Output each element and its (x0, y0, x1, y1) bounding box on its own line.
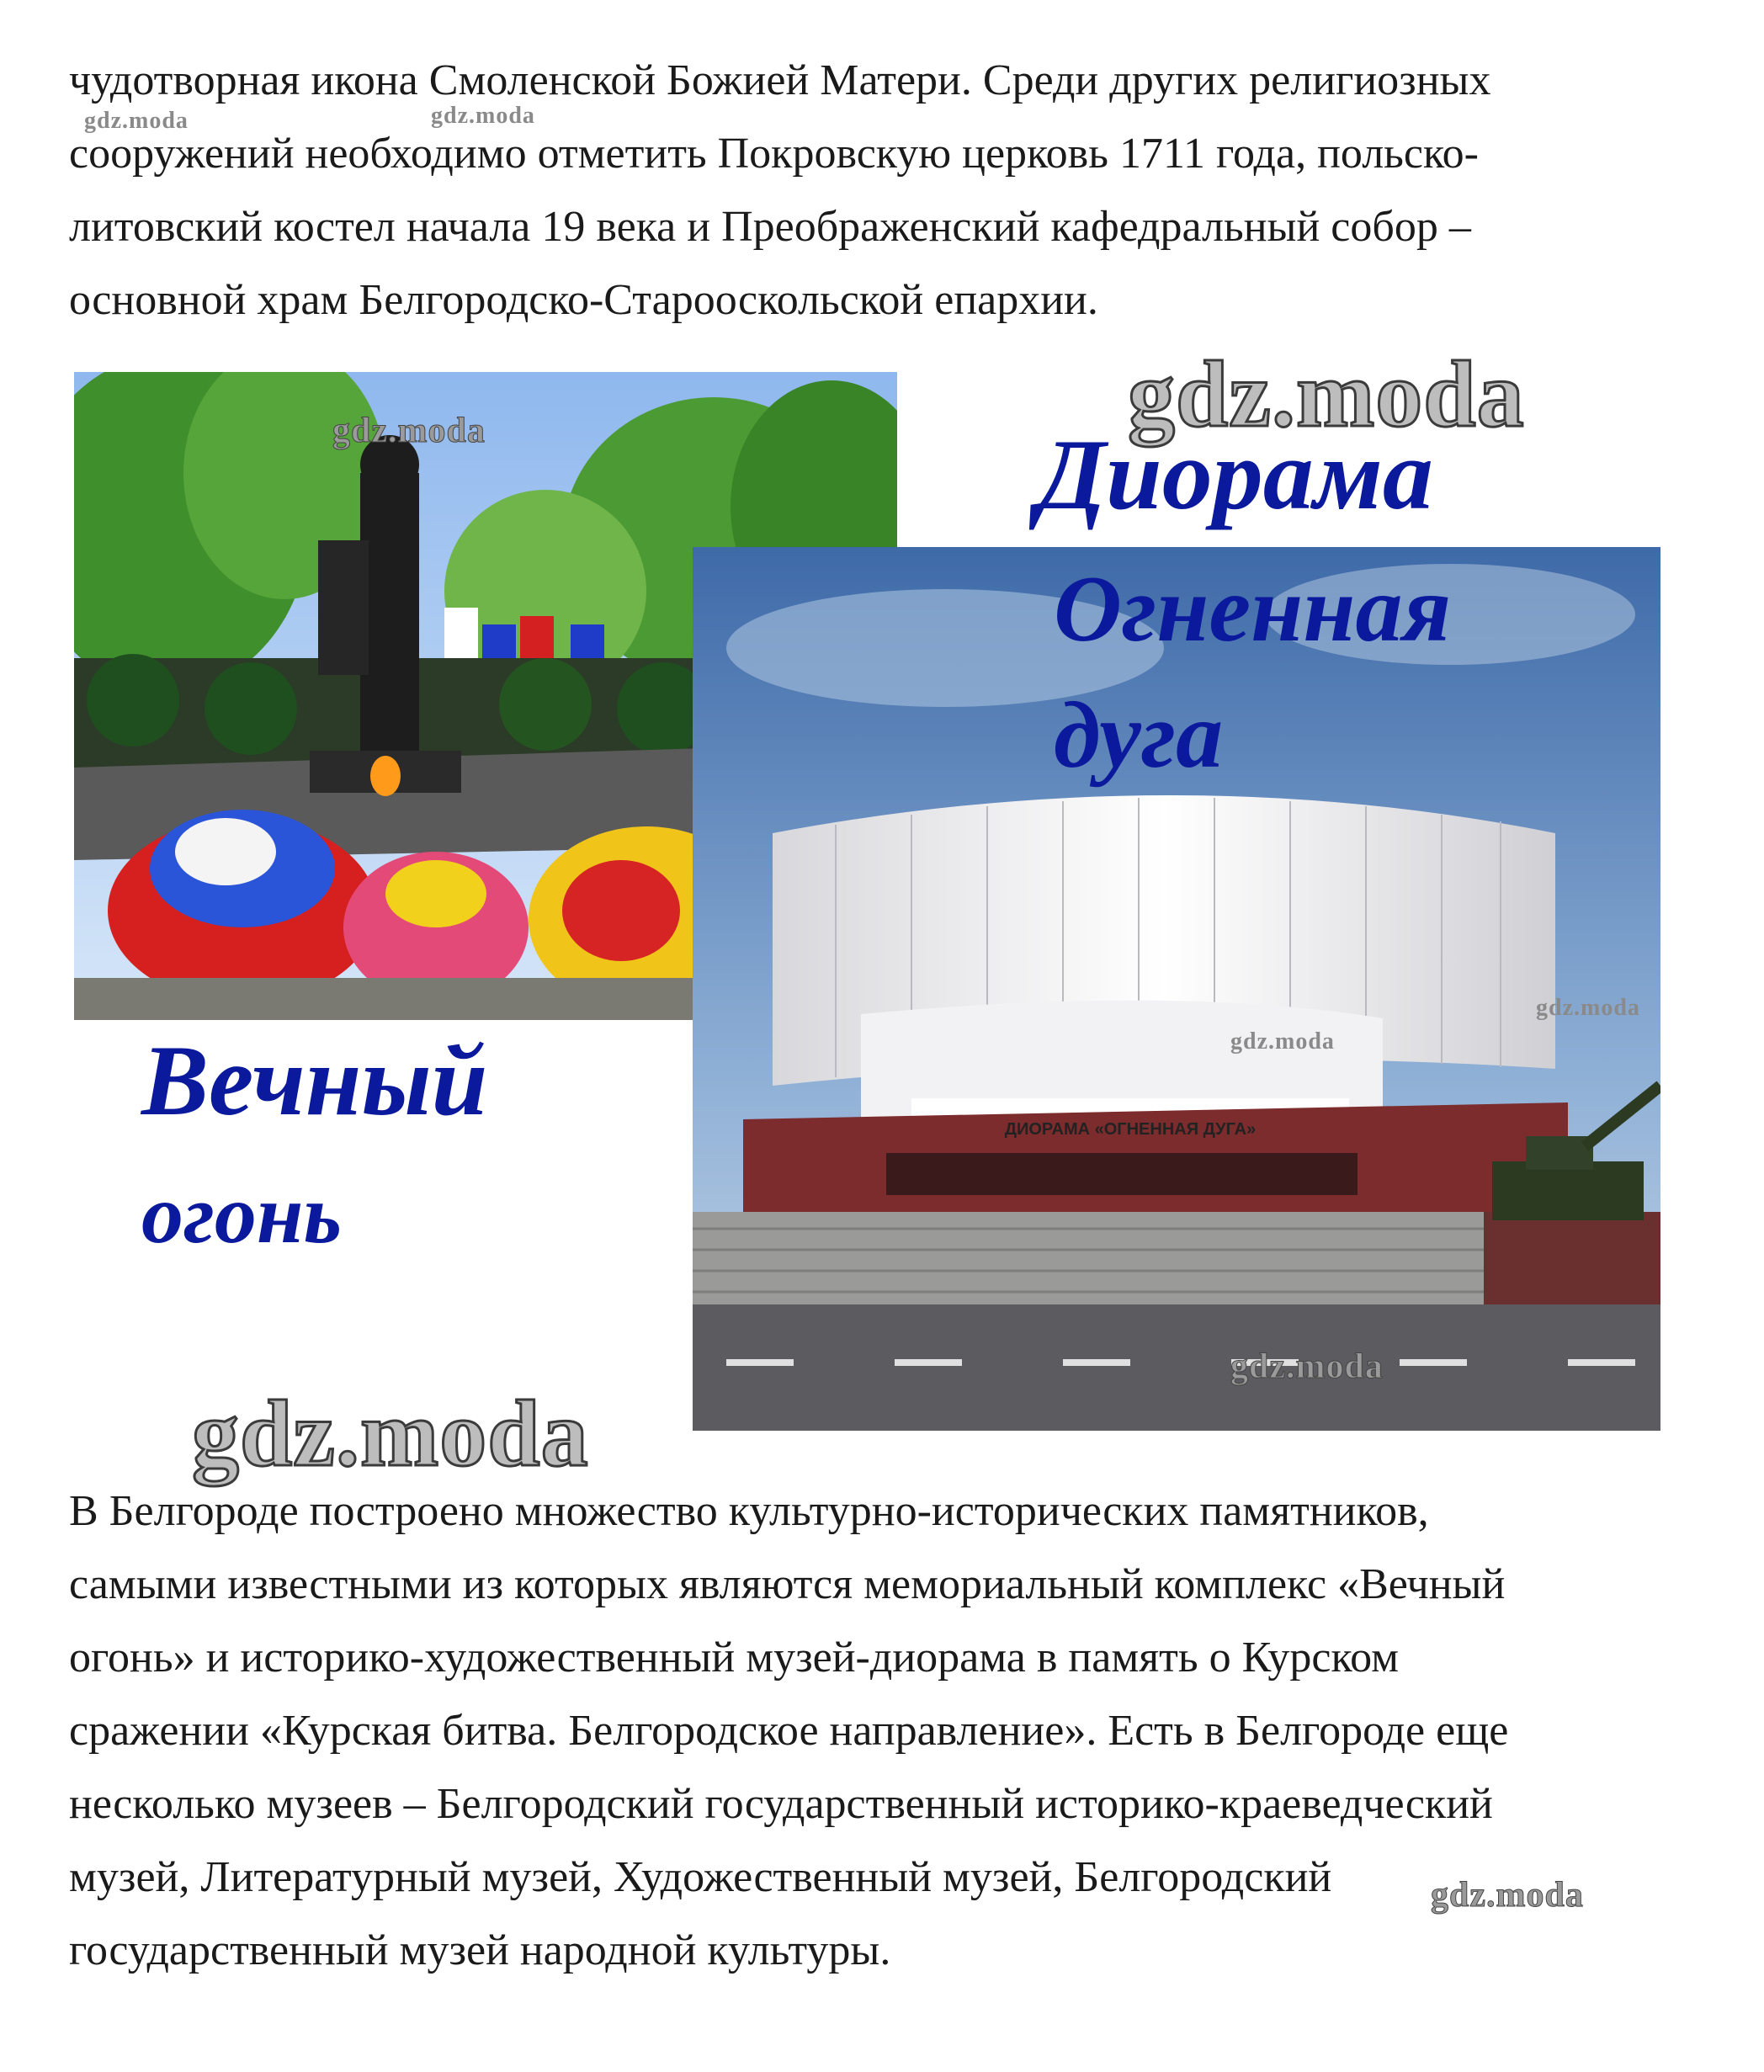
watermark: gdz.moda (1431, 1876, 1584, 1915)
diorama-caption-line: Огненная (1054, 557, 1452, 661)
text-line: несколько музеев – Белгородский государственный историко-краеведческий (69, 1780, 1493, 1828)
text-line: основной храм Белгородско-Старооскольской епархии. (69, 276, 1098, 324)
diorama-caption-line: дуга (1054, 683, 1224, 788)
paragraph-intro (69, 44, 1491, 337)
watermark: gdz.moda (1536, 995, 1640, 1021)
text-line: государственный музей народной культуры. (69, 1926, 891, 1974)
watermark: gdz.moda (192, 1382, 589, 1486)
text-line: В Белгороде построено множество культурно-исторических памятников, (69, 1487, 1429, 1535)
text-line: огонь» и историко-художественный музей-диорама в память о Курском (69, 1634, 1399, 1682)
eternal-flame-caption-line: огонь (141, 1167, 343, 1261)
paragraph-monuments (69, 1474, 1508, 1987)
watermark: gdz.moda (1128, 343, 1525, 447)
watermark: gdz.moda (332, 412, 486, 450)
text-line: сооружений необходимо отметить Покровскую церковь 1711 года, польско- (69, 130, 1479, 178)
text-line: сражении «Курская битва. Белгородское направление». Есть в Белгороде еще (69, 1707, 1509, 1755)
text-line: литовский костел начала 19 века и Преображенский кафедральный собор – (69, 203, 1471, 251)
watermark: gdz.moda (1230, 1028, 1335, 1055)
diorama-museum-photo (693, 547, 1660, 1431)
text-line: чудотворная икона Смоленской Божией Матери. Среди других религиозных (69, 56, 1491, 104)
building-sign: ДИОРАМА «ОГНЕННАЯ ДУГА» (1004, 1120, 1257, 1139)
text-line: самыми известными из которых являются мемориальный комплекс «Вечный (69, 1560, 1506, 1608)
watermark: gdz.moda (84, 108, 189, 134)
watermark: gdz.moda (1230, 1347, 1384, 1386)
watermark: gdz.moda (431, 103, 535, 129)
text-line: музей, Литературный музей, Художественный музей, Белгородский (69, 1853, 1332, 1901)
eternal-flame-caption-line: Вечный (141, 1024, 488, 1136)
diorama-caption-line: Диорама (1037, 418, 1433, 530)
